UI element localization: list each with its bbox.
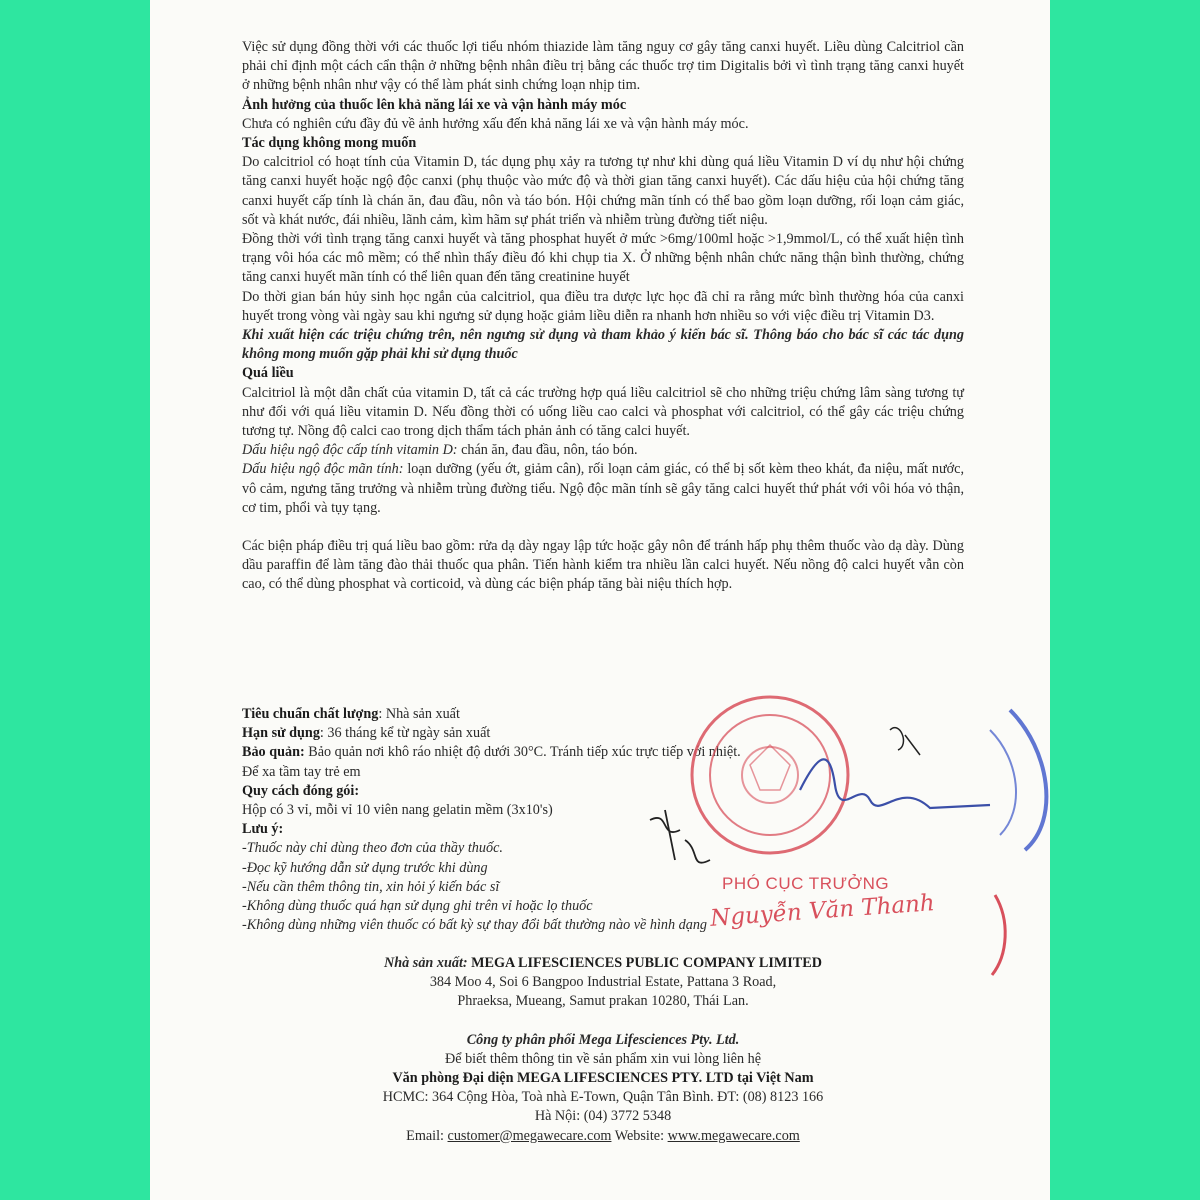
paragraph-side-effects-1: Do calcitriol có hoạt tính của Vitamin D, tác dụng phụ xảy ra tương tự như khi dùng quá liều Vitamin D ví dụ như hội chứng tăng canxi huyết hoặc ngộ độc canxi (phụ thuộc vào mức độ và thời gian tăng canxi huyết). Các dấu hiệu của hội chứng tăng canxi huyết cấp tính là chán ăn, đau đầu, nôn và táo bón. Hội chứng mãn tính có thể bao gồm loạn dưỡng, rối loạn cảm giác, sốt và khát nước, đái nhiều, lãnh cảm, kìm hãm sự phát triển và nhiễm trùng đường tiết niệu.: [242, 154, 964, 228]
acute-label: Dấu hiệu ngộ độc cấp tính vitamin D:: [242, 442, 458, 459]
shelf-value: : 36 tháng kể từ ngày sản xuất: [319, 725, 491, 742]
maker-address-1: 384 Moo 4, Soi 6 Bangpoo Industrial Estate, Pattana 3 Road,: [429, 974, 777, 991]
quality-value: : Nhà sản xuất: [378, 706, 460, 722]
red-stamp-outer-ring: [692, 697, 848, 853]
maker-name: MEGA LIFESCIENCES PUBLIC COMPANY LIMITED: [467, 955, 822, 971]
initials-mark: [890, 728, 920, 755]
children-line: Để xa tầm tay trẻ em: [242, 763, 361, 780]
storage-value: Bảo quản nơi khô ráo nhiệt độ dưới 30°C. Tránh tiếp xúc trực tiếp với nhiệt.: [304, 744, 741, 761]
paragraph-side-effects-2: Đồng thời với tình trạng tăng canxi huyết và tăng phosphat huyết ở mức >6mg/100ml hoặc >1,9mmol/L, có thể xuất hiện tình trạng vôi hóa các mô mềm; có thể nhìn thấy điều đó khi chụp tia X. Ở những bệnh nhân chức năng thận bình thường, chứng tăng canxi huyết mãn tính có thể liên quan đến tăng creatinine huyết: [242, 231, 964, 286]
note-item: -Đọc kỹ hướng dẫn sử dụng trước khi dùng: [242, 859, 488, 876]
note-label: Lưu ý:: [242, 821, 284, 838]
storage-label: Bảo quản:: [242, 744, 305, 761]
document-footer: [242, 954, 964, 1146]
paragraph-overdose-chronic: [242, 460, 964, 518]
chronic-label: Dấu hiệu ngộ độc mãn tính:: [242, 461, 404, 478]
document-body: [242, 38, 964, 595]
hanoi-line: Hà Nội: (04) 3772 5348: [534, 1108, 672, 1125]
red-edge-mark: [980, 890, 1020, 980]
paragraph-side-effects-warning: Khi xuất hiện các triệu chứng trên, nên ngưng sử dụng và tham khảo ý kiến bác sĩ. Thông báo cho bác sĩ các tác dụng không mong muốn gặp phải khi sử dụng thuốc: [242, 327, 964, 363]
heading-overdose: Quá liều: [242, 365, 294, 382]
pack-label: Quy cách đóng gói:: [242, 782, 360, 799]
maker-address-2: Phraeksa, Mueang, Samut prakan 10280, Thái Lan.: [457, 993, 749, 1010]
paragraph-interactions: Việc sử dụng đồng thời với các thuốc lợi tiểu nhóm thiazide làm tăng nguy cơ gây tăng canxi huyết. Liều dùng Calcitriol cần phải chỉ định một cách cẩn thận ở những bệnh nhân điều trị bằng các thuốc trợ tim Digitalis bởi vì tình trạng tăng canxi huyết ở những bệnh nhân như vậy có thể làm phát sinh chứng loạn nhịp tim.: [242, 39, 964, 94]
chronic-text: loạn dưỡng (yếu ớt, giảm cân), rối loạn cảm giác, có thể bị sốt kèm theo khát, đa niệu, mất nước, vô cảm, ngưng tăng trưởng và nhiễm trùng đường tiểu. Ngộ độc mãn tính sẽ gây tăng calci huyết thứ phát với vôi hóa vỏ thận, cơ tim, phổi và tụy tạng.: [242, 461, 964, 516]
red-stamp-inner-ring: [710, 715, 830, 835]
website-link[interactable]: www.megawecare.com: [667, 1127, 800, 1144]
document-page: [150, 0, 1050, 1200]
blue-stamp-inner-arc: [990, 730, 1016, 835]
note-item: -Thuốc này chỉ dùng theo đơn của thầy thuốc.: [242, 840, 503, 857]
heading-side-effects: Tác dụng không mong muốn: [242, 135, 417, 152]
maker-label: Nhà sản xuất:: [384, 955, 468, 971]
paragraph-overdose-acute: [242, 441, 964, 460]
spacer: [242, 518, 964, 537]
hcmc-line: HCMC: 364 Cộng Hòa, Toà nhà E-Town, Quận Tân Bình. ĐT: (08) 8123 166: [382, 1089, 824, 1106]
black-signature: [650, 810, 710, 863]
contact-info-line: Để biết thêm thông tin về sản phẩm xin vui lòng liên hệ: [444, 1050, 761, 1067]
pack-value: Hộp có 3 vỉ, mỗi vỉ 10 viên nang gelatin mềm (3x10's): [242, 802, 553, 819]
acute-text: chán ăn, đau đầu, nôn, táo bón.: [457, 442, 638, 459]
red-stamp-emblem: [742, 747, 798, 803]
spacer: [242, 1012, 964, 1031]
note-item: -Không dùng thuốc quá hạn sử dụng ghi trên vỉ hoặc lọ thuốc: [242, 898, 593, 915]
email-web-line: [242, 1127, 964, 1146]
paragraph-overdose-treatment: Các biện pháp điều trị quá liều bao gồm: rửa dạ dày ngay lập tức hoặc gây nôn để tránh hấp phụ thêm thuốc vào dạ dày. Dùng dầu paraffin để làm tăng đào thải thuốc qua phân. Tiến hành kiểm tra nhiều lần calci huyết. Nếu nồng độ calci huyết vẫn còn cao, có thể dùng phosphat và corticoid, và dùng các biện pháp tăng bài niệu thích hợp.: [242, 538, 964, 593]
signer-name: Nguyễn Văn Thanh: [709, 890, 936, 932]
web-label: Website:: [611, 1127, 668, 1144]
paragraph-side-effects-3: Do thời gian bán hủy sinh học ngắn của calcitriol, qua điều tra dược lực học đã chỉ ra rằng mức bình thường hóa của canxi huyết trong vòng vài ngày sau khi ngưng sử dụng hoặc giảm liều diễn ra nhanh hơn nhiều so với việc điều trị Vitamin D3.: [242, 288, 964, 324]
quality-label: Tiêu chuẩn chất lượng: [242, 706, 379, 722]
paragraph-overdose-1: Calcitriol là một dẫn chất của vitamin D, tất cả các trường hợp quá liều calcitriol sẽ cho những triệu chứng lâm sàng tương tự như đối với quá liều vitamin D. Nếu đồng thời có uống liều cao calci và phosphat với calcitriol, có thể gây các triệu chứng tương tự. Nồng độ calci cao trong dịch thẩm tách phản ảnh có tăng calci huyết.: [242, 384, 964, 440]
shelf-label: Hạn sử dụng: [242, 725, 320, 742]
paragraph-driving: Chưa có nghiên cứu đầy đủ về ảnh hưởng xấu đến khả năng lái xe và vận hành máy móc.: [242, 115, 749, 132]
distributor-line: Công ty phân phối Mega Lifesciences Pty. Ltd.: [466, 1031, 740, 1048]
deputy-director-title: PHÓ CỤC TRƯỞNG: [722, 874, 890, 893]
note-item: -Không dùng những viên thuốc có bất kỳ sự thay đổi bất thường nào về hình dạng: [242, 917, 708, 934]
maker-line: [242, 954, 964, 973]
office-line: Văn phòng Đại diện MEGA LIFESCIENCES PTY. LTD tại Việt Nam: [392, 1070, 814, 1087]
email-label: Email:: [406, 1127, 448, 1144]
email-link[interactable]: customer@megawecare.com: [447, 1127, 612, 1144]
note-item: -Nếu cần thêm thông tin, xin hỏi ý kiến bác sĩ: [242, 878, 500, 895]
heading-driving: Ảnh hưởng của thuốc lên khả năng lái xe và vận hành máy móc: [242, 96, 627, 113]
